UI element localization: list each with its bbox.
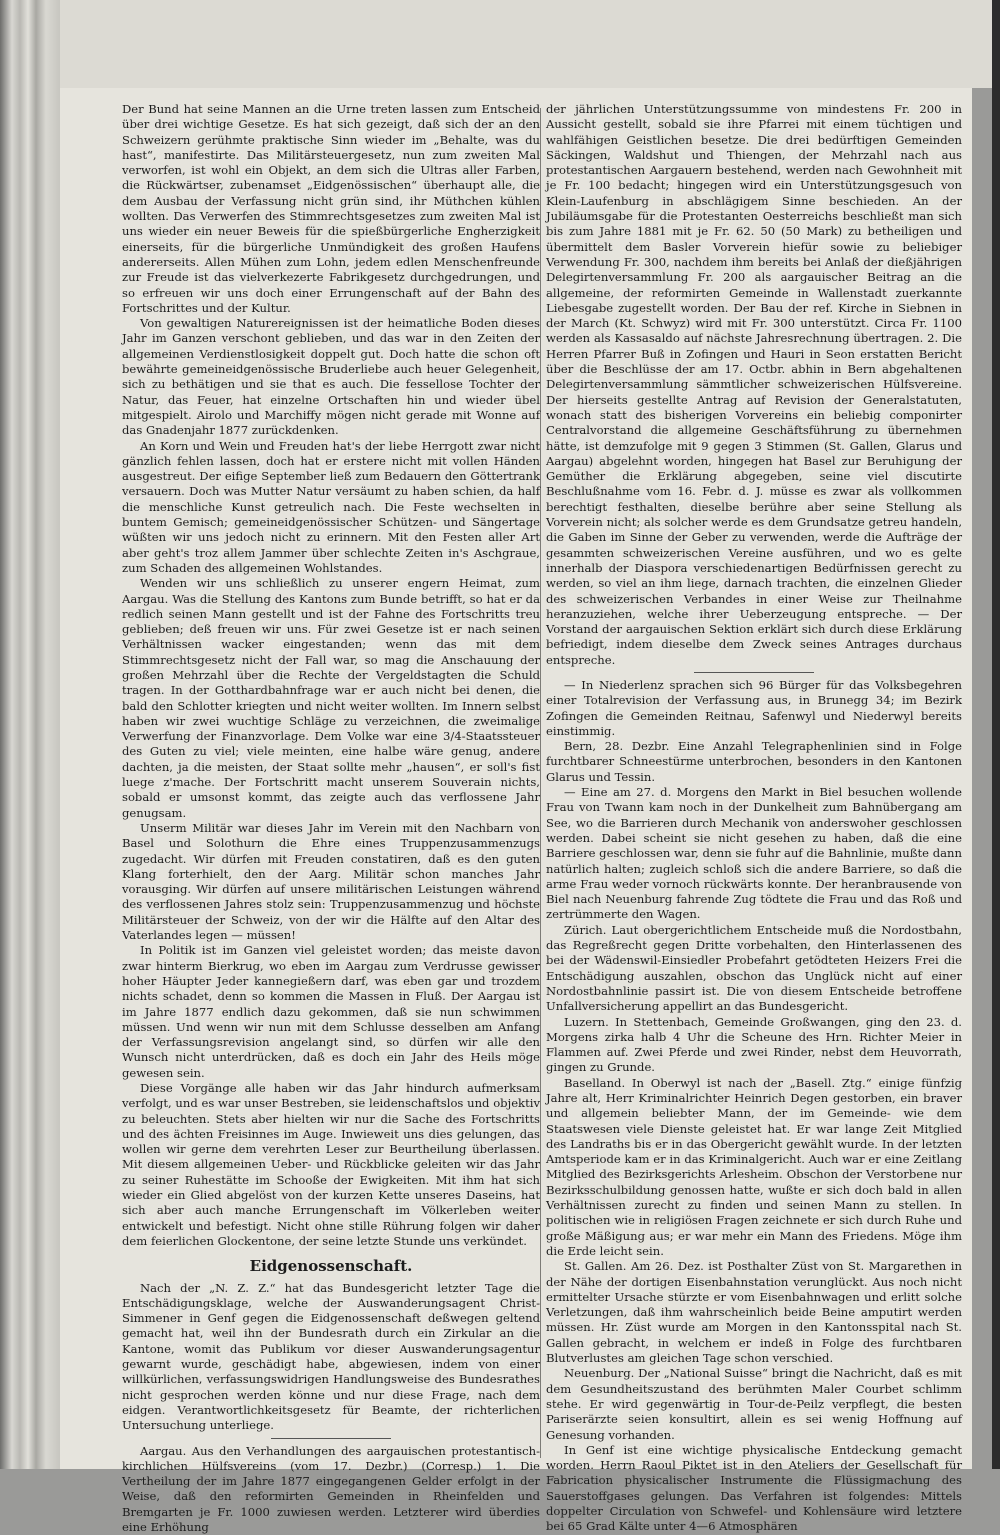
paragraph: Der Bund hat seine Mannen an die Urne treten lassen zum Entscheid über drei wichtige Gesetze. Es hat sich gezeigt, daß sich der an den Schweizern gerühmte praktische Sinn wieder im „Behalte, was du hast“, manifestirte. Das Militärsteuergesetz, nun zum zweiten Mal verworfen, ist wohl ein Objekt, an dem sich die Ultras aller Farben, die Rückwärtser, zubenamset „Eidgenössischen“ überhaupt alle, die dem Ausbau der Verfassung nicht grün sind, ihr Müthchen kühlen wollten. Das Verwerfen des Stimmrechtsgesetzes zum zweiten Mal ist uns wieder ein neuer Beweis für die spießbürgerliche Engherzigkeit einerseits, für die bürgerliche Unmündigkeit des großen Haufens andererseits. Allen Mühen zum Lohn, jedem edlen Menschenfreunde zur Freude ist das vielverkezerte Fabrikgesetz durchgedrungen, und so erfreuen wir uns doch einer Errungenschaft auf der Bahn des Fortschrittes und der Kultur. (122, 102, 540, 315)
news-item: Zürich. Laut obergerichtlichem Entscheide muß die Nordostbahn, das Regreßrecht gegen Dritte vorbehalten, den Hinterlassenen des bei der Wädenswil-Einsiedler Probefahrt getödteten Heizers Frei die Entschädigung auszahlen, obschon das Unglück nicht auf einer Nordostbahnlinie passirt ist. Die von diesem Entscheide betroffene Unfallversicherung appellirt an das Bundesgericht. (546, 922, 962, 1014)
right-column (546, 102, 962, 1535)
news-item: Baselland. In Oberwyl ist nach der „Basell. Ztg.“ einige fünfzig Jahre alt, Herr Kriminalrichter Heinrich Degen gestorben, ein braver und allgemein beliebter Mann, der im Gemeinde- wie dem Staatswesen viele Dienste geleistet hat. Er war lange Zeit Mitglied des Landraths bis er in das Obergericht gewählt wurde. In der letzten Amtsperiode kam er in das Kriminalgericht. Auch war er eine Zeitlang Mitglied des Bezirksgerichts Arlesheim. Obschon der Verstorbene nur Bezirksschulbildung genossen hatte, wußte er sich doch bald in allen Verhältnissen zurecht zu finden und seinen Mann zu stellen. In politischen wie in religiösen Fragen zeichnete er sich durch Ruhe und große Mäßigung aus; er war mehr ein Mann des Friedens. Möge ihm die Erde leicht sein. (546, 1075, 962, 1258)
paragraph: der jährlichen Unterstützungssumme von mindestens Fr. 200 in Aussicht gestellt, sobald sie ihre Pfarrei mit einem tüchtigen und wahlfähigen Geistlichen besetze. Die drei bedürftigen Gemeinden Säckingen, Waldshut und Thiengen, der Mehrzahl nach aus protestantischen Aargauern bestehend, werden nach Gewohnheit mit je Fr. 100 bedacht; hingegen wird ein Unterstützungsgesuch von Klein-Laufenburg in abschlägigem Sinne beschieden. An der Jubiläumsgabe für die Protestanten Oesterreichs beschließt man sich bis zum Jahre 1881 mit je Fr. 62. 50 (50 Mark) zu betheiligen und übermittelt dem Basler Vorverein hiefür sowie zu beliebiger Verwendung Fr. 300, nachdem ihm bereits bei Anlaß der dießjährigen Delegirtenversammlung Fr. 200 als aargauischer Beitrag an die allgemeine, der reformirten Gemeinde in Wallenstadt zuerkannte Liebesgabe zugestellt worden. Der Bau der ref. Kirche in Siebnen in der March (Kt. Schwyz) wird mit Fr. 300 unterstützt. Circa Fr. 1100 werden als Kassasaldo auf nächste Jahresrechnung übertragen. 2. Die Herren Pfarrer Buß in Zofingen und Hauri in Seon erstatten Bericht über die Beschlüsse der am 17. Octbr. abhin in Bern abgehaltenen Delegirtenversammlung sämmtlicher schweizerischen Hülfsvereine. Der hierseits gestellte Antrag auf Revision der Generalstatuten, wonach statt des bisherigen Vorvereins ein beliebig componirter Centralvorstand die allgemeine Geschäftsführung zu übernehmen hätte, ist demzufolge mit 9 gegen 3 Stimmen (St. Gallen, Glarus und Aargau) abgelehnt worden, hingegen hat Basel zur Beruhigung der Gemüther die Erklärung abgegeben, seine viel discutirte Beschlußnahme vom 16. Febr. d. J. müsse es zwar als vollkommen berechtigt festhalten, dieselbe berühre aber seine Stellung als Vorverein nicht; als solcher werde es dem Grundsatze getreu handeln, die Gaben im Sinne der Geber zu verwenden, werde die Aufträge der gesammten schweizerischen Vereine ausführen, und wo es gelte innerhalb der Diaspora verschiedenartigen Bedürfnissen gerecht zu werden, so viel an ihm liege, darnach trachten, die einzelnen Glieder des schweizerischen Verbandes in einer Weise zur Theilnahme heranzuziehen, welche ihrer Ueberzeugung entspreche. — Der Vorstand der aargauischen Sektion erklärt sich durch diese Erklärung befriedigt, indem dieselbe dem Zweck seines Antrages durchaus entspreche. (546, 102, 962, 667)
paragraph: Aargau. Aus den Verhandlungen des aargauischen protestantisch-kirchlichen Hülfsvereins (vom 17. Dezbr.) (Corresp.) 1. Die Vertheilung der im Jahre 1877 eingegangenen Gelder erfolgt in der Weise, daß den reformirten Gemeinden in Rheinfelden und Bremgarten je Fr. 1000 zuwiesen werden. Letzterer wird überdies eine Erhöhung (122, 1443, 540, 1535)
paragraph: Diese Vorgänge alle haben wir das Jahr hindurch aufmerksam verfolgt, und es war unser Bestreben, sie leidenschaftslos und objektiv zu beleuchten. Stets aber hielten wir nur die Sache des Fortschritts und des ächten Freisinnes im Auge. Inwieweit uns dies gelungen, das wollen wir gerne dem verehrten Leser zur Beurtheilung überlassen. Mit diesem allgemeinen Ueber- und Rückblicke geleiten wir das Jahr zu seiner Ruhestätte im Schooße der Ewigkeiten. Mit ihm hat sich wieder ein Glied abgelöst von der kurzen Kette unseres Daseins, hat sich aber auch manche Errungenschaft im Völkerleben weiter entwickelt und befestigt. Nicht ohne stille Rührung folgen wir daher dem feierlichen Glockentone, der seine letzte Stunde uns verkündet. (122, 1081, 540, 1248)
paragraph: An Korn und Wein und Freuden hat's der liebe Herrgott zwar nicht gänzlich fehlen lassen, doch hat er erstere nicht mit vollen Händen ausgestreut. Der eifige September ließ zum Bedauern den Göttertrank versauern. Doch was Mutter Natur versäumt zu haben schien, da half die menschliche Kunst getreulich nach. Die Feste wechselten in buntem Gemisch; gemeineidgenössischer Schützen- und Sängertage wüßten wir uns jedoch nicht zu erinnern. Mit den Festen aller Art aber geht's troz allem Jammer über schlechte Zeiten in's Aschgraue, zum Schaden des allgemeinen Wohlstandes. (122, 438, 540, 575)
divider (694, 672, 814, 673)
top-margin (60, 0, 1000, 88)
left-column (122, 102, 540, 1535)
news-item: In Genf ist eine wichtige physicalische Entdeckung gemacht worden. Herrn Raoul Piktet ist in den Ateliers der Gesellschaft für Fabrication physicalischer Instrumente die Flüssigmachung des Sauerstoffgases gelungen. Das Verfahren ist folgendes: Mittels doppelter Circulation von Schwefel- und Kohlensäure wird letztere bei 65 Grad Kälte unter 4—6 Atmosphären (546, 1442, 962, 1534)
news-item: — Eine am 27. d. Morgens den Markt in Biel besuchen wollende Frau von Twann kam noch in der Dunkelheit zum Bahnübergang am See, wo die Barrieren durch Mechanik von anderswoher geschlossen werden. Dabei scheint sie nicht gesehen zu haben, daß die eine Barriere geschlossen war, denn sie fuhr auf die Bahnlinie, mußte dann natürlich halten; zugleich schloß sich die andere Barriere, so daß die arme Frau weder vornoch rückwärts konnte. Der heranbrausende von Biel nach Neuenburg fahrende Zug tödtete die Frau und das Roß und zertrümmerte den Wagen. (546, 785, 962, 922)
paragraph: Von gewaltigen Naturereignissen ist der heimatliche Boden dieses Jahr im Ganzen verschont geblieben, und das war in den Zeiten der allgemeinen Verdienstlosigkeit doppelt gut. Doch hatte die schon oft bewährte gemeineidgenössische Bruderliebe auch heuer Gelegenheit, sich zu bethätigen und sie that es auch. Die fessellose Tochter der Natur, das Feuer, hat einzelne Ortschaften hin und wieder übel mitgespielt. Airolo und Marchiffy mögen nicht gerade mit Wonne auf das Gnadenjahr 1877 zurückdenken. (122, 316, 540, 438)
column-rule (540, 108, 541, 1458)
paragraph: Unserm Militär war dieses Jahr im Verein mit den Nachbarn von Basel und Solothurn die Ehre eines Truppenzusammenzugs zugedacht. Wir dürfen mit Freuden constatiren, daß es den guten Klang forterhielt, den der Aarg. Militär schon manches Jahr vorausging. Wir dürfen auf unsere militärischen Leistungen während des verflossenen Jahres stolz sein: Truppenzusammenzug und höchste Militärsteuer der Schweiz, von der wir die Hälfte auf den Altar des Vaterlandes legen — müssen! (122, 820, 540, 943)
divider (271, 1438, 391, 1439)
newspaper-page (60, 88, 972, 1535)
page-edge-left (0, 0, 60, 1469)
paragraph: In Politik ist im Ganzen viel geleistet worden; das meiste davon zwar hinterm Bierkrug, wo eben im Aargau zum Verdrusse gewisser hoher Häupter Jeder kannegießern darf, was eben gar und trozdem nichts schadet, denn so kommen die Massen in Fluß. Der Aargau ist im Jahre 1877 endlich dazu gekommen, daß sie nun schwimmen müssen. Und wenn wir nun mit dem Schlusse desselben am Anfang der Verfassungsrevision angelangt sind, so dürfen wir alle den Wunsch nicht unterdrücken, daß es doch ein Jahr des Heils möge gewesen sein. (122, 943, 540, 1080)
news-item: St. Gallen. Am 26. Dez. ist Posthalter Züst von St. Margarethen in der Nähe der dortigen Eisenbahnstation verunglückt. Aus noch nicht ermittelter Ursache stürzte er vom Eisenbahnwagen und erlitt solche Verletzungen, daß ihm wahrscheinlich beide Beine amputirt werden müssen. Hr. Züst wurde am Morgen in den Kantonsspital nach St. Gallen gebracht, in welchem er indeß in Folge des furchtbaren Blutverlustes am gleichen Tage schon verschied. (546, 1259, 962, 1366)
news-item: Bern, 28. Dezbr. Eine Anzahl Telegraphenlinien sind in Folge furchtbarer Schneestürme unterbrochen, besonders in den Kantonen Glarus und Tessin. (546, 739, 962, 784)
news-item: Neuenburg. Der „National Suisse“ bringt die Nachricht, daß es mit dem Gesundheitszustand des berühmten Maler Courbet schlimm stehe. Er wird gegenwärtig in Tour-de-Peilz verpflegt, die besten Pariserärzte seien konsultirt, allein es sei wenig Hoffnung auf Genesung vorhanden. (546, 1366, 962, 1442)
paragraph: Wenden wir uns schließlich zu unserer engern Heimat, zum Aargau. Was die Stellung des Kantons zum Bunde betrifft, so hat er da redlich seinen Mann gestellt und ist der Fahne des Fortschritts treu geblieben; deß freuen wir uns. Für zwei Gesetze ist er nach seinen Verhältnissen wacker eingestanden; wenn das mit dem Stimmrechtsgesetz nicht der Fall war, so mag die Anschauung der großen Mehrzahl über die Rechte der Vergeldstagten die Schuld tragen. In der Gotthardbahnfrage war er auch nicht bei denen, die bald den Schlotter kriegten und nicht weiter wollten. Im Innern selbst haben wir zwei wuchtige Schläge zu verzeichnen, die zweimalige Verwerfung der Finanzvorlage. Dem Volke war eine 3/4-Staatssteuer des Guten zu viel; viele meinten, eine halbe wäre genug, andere dachten, ja die meisten, der Staat sollte mehr „hausen“, er soll's fist luege z'mache. Der Fortschritt macht unserem Souverain nichts, sobald er umsonst kommt, das zeigte auch das verflossene Jahr genugsam. (122, 576, 540, 820)
news-item: — In Niederlenz sprachen sich 96 Bürger für das Volksbegehren einer Totalrevision der Verfassung aus, in Brunegg 34; im Bezirk Zofingen die Gemeinden Reitnau, Safenwyl und Niederwyl bereits einstimmig. (546, 677, 962, 738)
paragraph: Nach der „N. Z. Z.“ hat das Bundesgericht letzter Tage die Entschädigungsklage, welche der Auswanderungsagent Christ-Simmener in Genf gegen die Eidgenossenschaft deßwegen geltend gemacht hat, weil ihn der Bundesrath durch ein Zirkular an die Kantone, womit das Publikum vor dieser Auswanderungsagentur gewarnt wurde, geschädigt habe, abgewiesen, indem von einer willkürlichen, verfassungswidrigen Handlungsweise des Bundesrathes nicht gesprochen werden könne und nur diese Frage, nach dem eidgen. Verantwortlichkeitsgesetz für Beamte, der richterlichen Untersuchung unterliege. (122, 1280, 540, 1433)
page-edge-right (992, 0, 1000, 1469)
section-title: Eidgenossenschaft. (249, 1257, 413, 1276)
news-item: Luzern. In Stettenbach, Gemeinde Großwangen, ging den 23. d. Morgens zirka halb 4 Uhr die Scheune des Hrn. Richter Meier in Flammen auf. Zwei Pferde und zwei Rinder, nebst dem Heuvorrath, gingen zu Grunde. (546, 1014, 962, 1075)
